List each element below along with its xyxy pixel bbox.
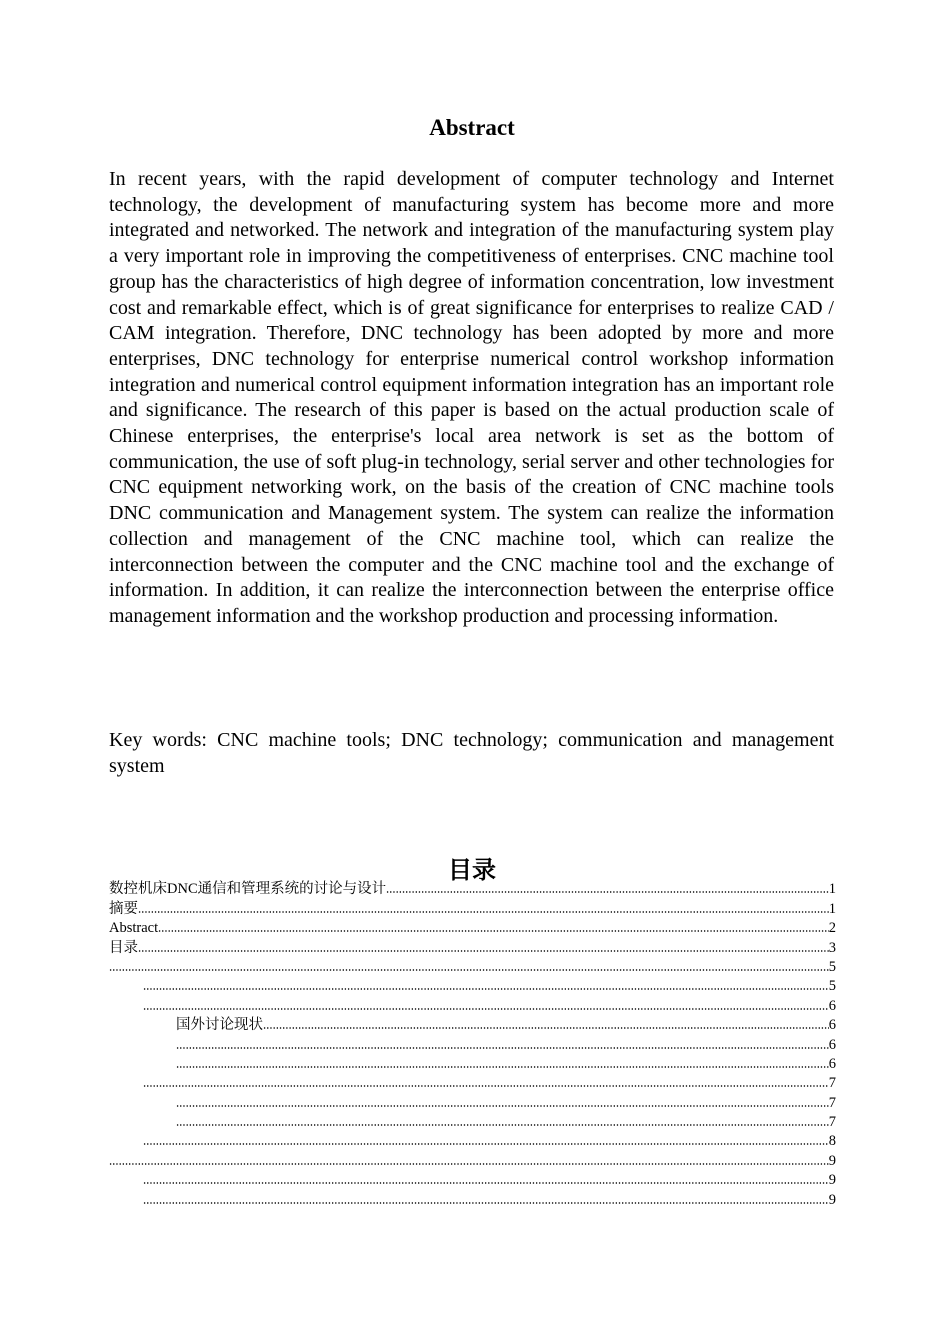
toc-entry-page: 1 (828, 881, 836, 898)
toc-entry[interactable] (109, 1171, 836, 1190)
toc-entry-page: 6 (828, 997, 836, 1014)
toc-leader-dots (386, 890, 829, 894)
toc-entry[interactable] (109, 1113, 836, 1132)
toc-entry-page: 1 (828, 900, 836, 917)
toc-leader-dots (138, 949, 829, 953)
keywords: Key words: CNC machine tools; DNC technology; communication and management system (109, 729, 834, 777)
toc-entry-page: 2 (828, 920, 836, 937)
toc-leader-dots (138, 910, 829, 914)
toc-entry[interactable] (109, 1093, 836, 1112)
toc-leader-dots (176, 1123, 829, 1127)
toc-leader-dots (143, 1084, 829, 1088)
toc-entry[interactable] (109, 1016, 836, 1035)
toc-entry-label: 目录 (109, 939, 138, 956)
toc-leader-dots (109, 968, 829, 972)
toc-entry[interactable] (109, 938, 836, 957)
toc-entry[interactable] (109, 1151, 836, 1170)
abstract-body: In recent years, with the rapid development of computer technology and Internet technology, the development of manufacturing system has become more and more integrated and networked. The network and integration of the manufacturing system play a very important role in improving the competitiveness of enterprises. CNC machine tool group has the characteristics of high degree of information concentration, low investment cost and remarkable effect, which is of great significance for enterprises to realize CAD / CAM integration. Therefore, DNC technology has been adopted by more and more enterprises, DNC technology for enterprise numerical control workshop information integration and numerical control equipment information integration has an important role and significance. The research of this paper is based on the actual production scale of Chinese enterprises, the enterprise's local area network is set as the bottom of communication, the use of soft plug-in technology, serial server and other technologies for CNC equipment networking work, on the basis of the creation of CNC machine tools DNC communication and Management system. The system can realize the information collection and management of the CNC machine tool, which can realize the interconnection between the computer and the CNC machine tool and the exchange of information. In addition, it can realize the interconnection between the enterprise office management information and the workshop production and processing information. (109, 168, 834, 627)
toc-leader-dots (109, 1162, 829, 1166)
toc-entry-label: 国外讨论现状 (176, 1017, 263, 1034)
toc-entry-page: 6 (828, 1017, 836, 1034)
toc-entry-page: 6 (828, 1055, 836, 1072)
toc-entry-label: Abstract (109, 920, 159, 937)
toc-entry[interactable] (109, 1074, 836, 1093)
toc-entry-page: 9 (828, 1172, 836, 1189)
toc-leader-dots (143, 987, 829, 991)
abstract-title: Abstract (429, 115, 515, 140)
toc-entry-page: 9 (828, 1191, 836, 1208)
toc-title: 目录 (448, 856, 496, 884)
toc-entry-page: 9 (828, 1152, 836, 1169)
toc-entry[interactable] (109, 1132, 836, 1151)
toc-entry[interactable] (109, 958, 836, 977)
toc-leader-dots (143, 1201, 829, 1205)
toc-entry[interactable] (109, 880, 836, 899)
toc-entry-page: 3 (828, 939, 836, 956)
toc-entry-page: 5 (828, 958, 836, 975)
toc-leader-dots (143, 1007, 829, 1011)
toc-leader-dots (176, 1065, 829, 1069)
toc-leader-dots (263, 1026, 829, 1030)
toc-leader-dots (176, 1046, 829, 1050)
toc-leader-dots (143, 1181, 829, 1185)
toc-leader-dots (158, 929, 829, 933)
toc-entry-page: 7 (828, 1075, 836, 1092)
toc-entry-page: 7 (828, 1114, 836, 1131)
toc-entry-label: 数控机床DNC通信和管理系统的讨论与设计 (109, 881, 387, 898)
toc-entry[interactable] (109, 1035, 836, 1054)
toc-entry[interactable] (109, 977, 836, 996)
toc-entry[interactable] (109, 919, 836, 938)
toc-entry-page: 6 (828, 1036, 836, 1053)
toc-entry[interactable] (109, 1190, 836, 1209)
toc-entry[interactable] (109, 899, 836, 918)
toc-entry-page: 8 (828, 1133, 836, 1150)
toc-leader-dots (176, 1104, 829, 1108)
table-of-contents (109, 880, 836, 1210)
toc-entry-label: 摘要 (109, 900, 138, 917)
toc-entry[interactable] (109, 1055, 836, 1074)
toc-entry-page: 5 (828, 978, 836, 995)
toc-entry-page: 7 (828, 1094, 836, 1111)
toc-leader-dots (143, 1142, 829, 1146)
toc-entry[interactable] (109, 996, 836, 1015)
